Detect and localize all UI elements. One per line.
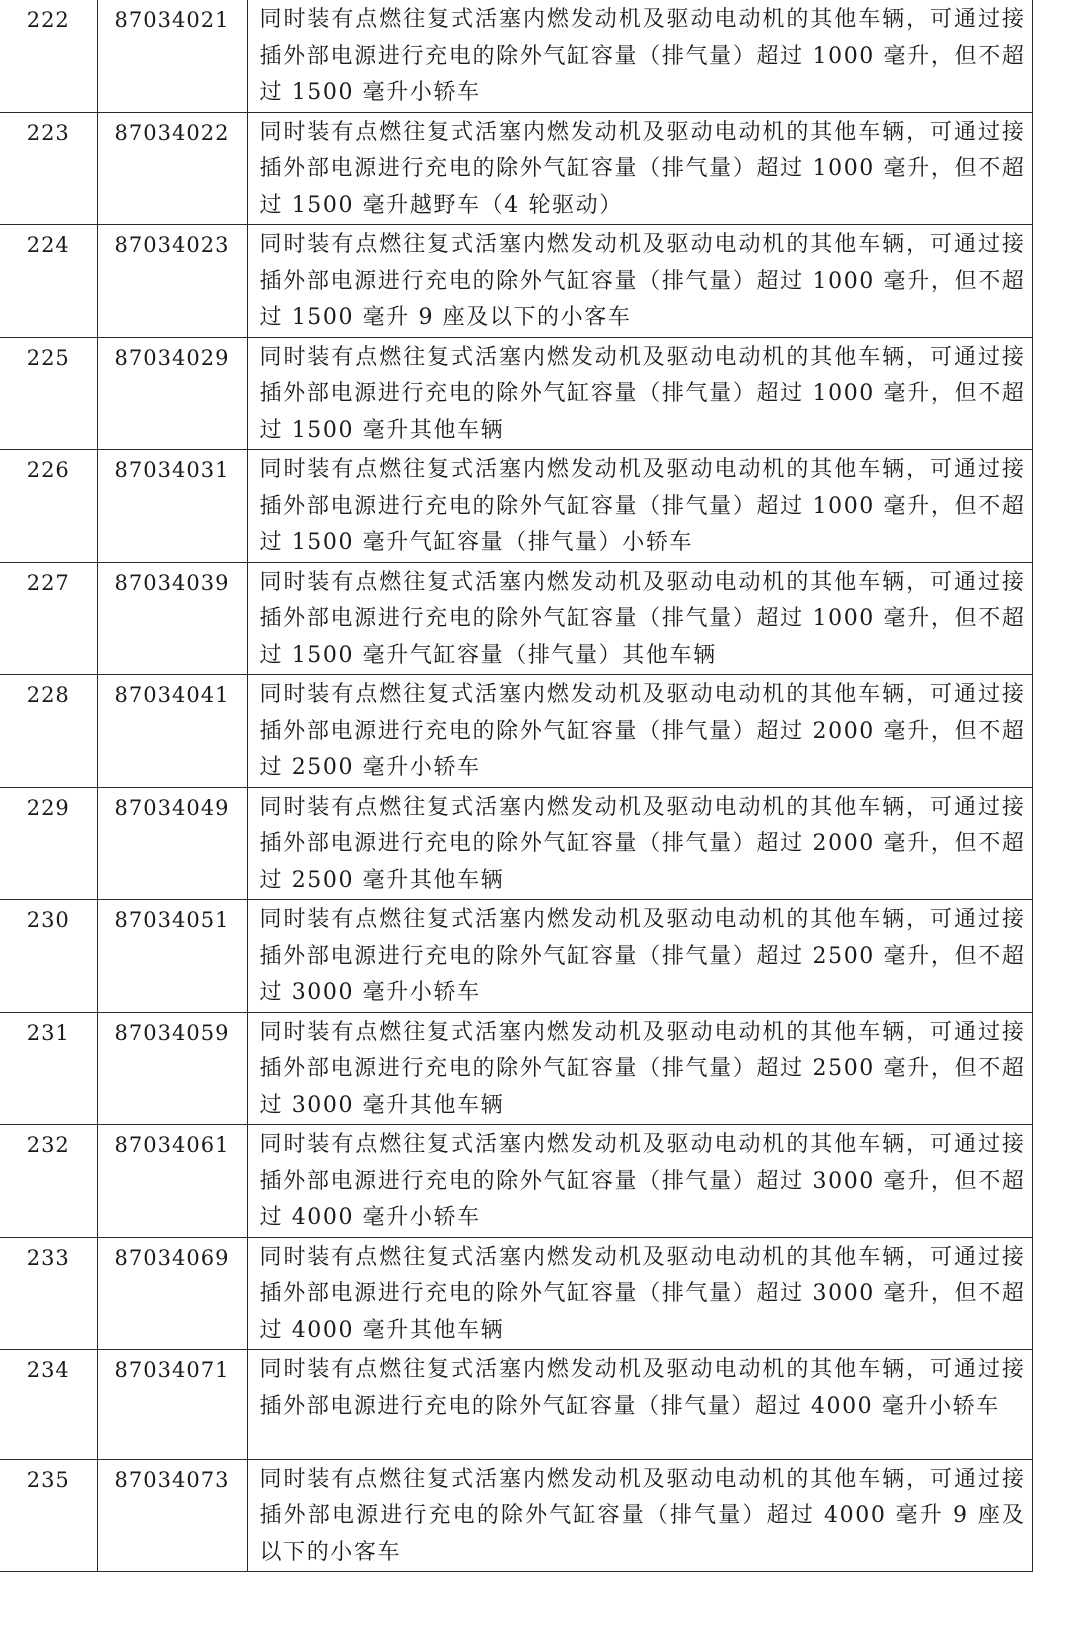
row-sequence-number: 229 <box>0 787 97 900</box>
row-description: 同时装有点燃往复式活塞内燃发动机及驱动电动机的其他车辆，可通过接插外部电源进行充电的除外气缸容量（排气量）超过 1000 毫升，但不超过 1500 毫升小轿车 <box>247 0 1032 112</box>
table-row <box>0 450 1032 563</box>
table-row <box>0 900 1032 1013</box>
row-sequence-number: 232 <box>0 1125 97 1238</box>
table-row <box>0 337 1032 450</box>
row-tariff-code: 87034059 <box>97 1012 247 1125</box>
row-description: 同时装有点燃往复式活塞内燃发动机及驱动电动机的其他车辆，可通过接插外部电源进行充电的除外气缸容量（排气量）超过 1000 毫升，但不超过 1500 毫升气缸容量（排气量）其他车辆 <box>247 562 1032 675</box>
row-tariff-code: 87034071 <box>97 1350 247 1460</box>
row-description: 同时装有点燃往复式活塞内燃发动机及驱动电动机的其他车辆，可通过接插外部电源进行充电的除外气缸容量（排气量）超过 4000 毫升小轿车 <box>247 1350 1032 1460</box>
row-tariff-code: 87034029 <box>97 337 247 450</box>
table-row <box>0 787 1032 900</box>
table-row <box>0 112 1032 225</box>
row-tariff-code: 87034051 <box>97 900 247 1013</box>
row-sequence-number: 227 <box>0 562 97 675</box>
row-tariff-code: 87034069 <box>97 1237 247 1350</box>
row-sequence-number: 224 <box>0 225 97 338</box>
table-row <box>0 1012 1032 1125</box>
row-tariff-code: 87034021 <box>97 0 247 112</box>
row-description: 同时装有点燃往复式活塞内燃发动机及驱动电动机的其他车辆，可通过接插外部电源进行充电的除外气缸容量（排气量）超过 1000 毫升，但不超过 1500 毫升 9 座及以下的小客车 <box>247 225 1032 338</box>
row-description: 同时装有点燃往复式活塞内燃发动机及驱动电动机的其他车辆，可通过接插外部电源进行充电的除外气缸容量（排气量）超过 3000 毫升，但不超过 4000 毫升其他车辆 <box>247 1237 1032 1350</box>
row-sequence-number: 228 <box>0 675 97 788</box>
row-sequence-number: 231 <box>0 1012 97 1125</box>
row-sequence-number: 234 <box>0 1350 97 1460</box>
row-sequence-number: 233 <box>0 1237 97 1350</box>
row-description: 同时装有点燃往复式活塞内燃发动机及驱动电动机的其他车辆，可通过接插外部电源进行充电的除外气缸容量（排气量）超过 3000 毫升，但不超过 4000 毫升小轿车 <box>247 1125 1032 1238</box>
row-sequence-number: 222 <box>0 0 97 112</box>
row-description: 同时装有点燃往复式活塞内燃发动机及驱动电动机的其他车辆，可通过接插外部电源进行充电的除外气缸容量（排气量）超过 4000 毫升 9 座及以下的小客车 <box>247 1459 1032 1572</box>
row-tariff-code: 87034061 <box>97 1125 247 1238</box>
row-description: 同时装有点燃往复式活塞内燃发动机及驱动电动机的其他车辆，可通过接插外部电源进行充电的除外气缸容量（排气量）超过 2000 毫升，但不超过 2500 毫升其他车辆 <box>247 787 1032 900</box>
table-row <box>0 1350 1032 1460</box>
row-tariff-code: 87034039 <box>97 562 247 675</box>
row-tariff-code: 87034031 <box>97 450 247 563</box>
row-description: 同时装有点燃往复式活塞内燃发动机及驱动电动机的其他车辆，可通过接插外部电源进行充电的除外气缸容量（排气量）超过 2500 毫升，但不超过 3000 毫升小轿车 <box>247 900 1032 1013</box>
row-description: 同时装有点燃往复式活塞内燃发动机及驱动电动机的其他车辆，可通过接插外部电源进行充电的除外气缸容量（排气量）超过 1000 毫升，但不超过 1500 毫升其他车辆 <box>247 337 1032 450</box>
row-description: 同时装有点燃往复式活塞内燃发动机及驱动电动机的其他车辆，可通过接插外部电源进行充电的除外气缸容量（排气量）超过 2000 毫升，但不超过 2500 毫升小轿车 <box>247 675 1032 788</box>
row-tariff-code: 87034022 <box>97 112 247 225</box>
row-sequence-number: 225 <box>0 337 97 450</box>
row-description: 同时装有点燃往复式活塞内燃发动机及驱动电动机的其他车辆，可通过接插外部电源进行充电的除外气缸容量（排气量）超过 1000 毫升，但不超过 1500 毫升越野车（4 轮驱动） <box>247 112 1032 225</box>
row-description: 同时装有点燃往复式活塞内燃发动机及驱动电动机的其他车辆，可通过接插外部电源进行充电的除外气缸容量（排气量）超过 2500 毫升，但不超过 3000 毫升其他车辆 <box>247 1012 1032 1125</box>
row-tariff-code: 87034049 <box>97 787 247 900</box>
table-row <box>0 1125 1032 1238</box>
row-sequence-number: 235 <box>0 1459 97 1572</box>
table-row <box>0 225 1032 338</box>
row-sequence-number: 226 <box>0 450 97 563</box>
row-sequence-number: 223 <box>0 112 97 225</box>
table-row <box>0 562 1032 675</box>
row-tariff-code: 87034023 <box>97 225 247 338</box>
table-row <box>0 1237 1032 1350</box>
row-tariff-code: 87034073 <box>97 1459 247 1572</box>
row-tariff-code: 87034041 <box>97 675 247 788</box>
table-row <box>0 0 1032 112</box>
table-row <box>0 675 1032 788</box>
table-row <box>0 1459 1032 1572</box>
row-sequence-number: 230 <box>0 900 97 1013</box>
row-description: 同时装有点燃往复式活塞内燃发动机及驱动电动机的其他车辆，可通过接插外部电源进行充电的除外气缸容量（排气量）超过 1000 毫升，但不超过 1500 毫升气缸容量（排气量）小轿车 <box>247 450 1032 563</box>
